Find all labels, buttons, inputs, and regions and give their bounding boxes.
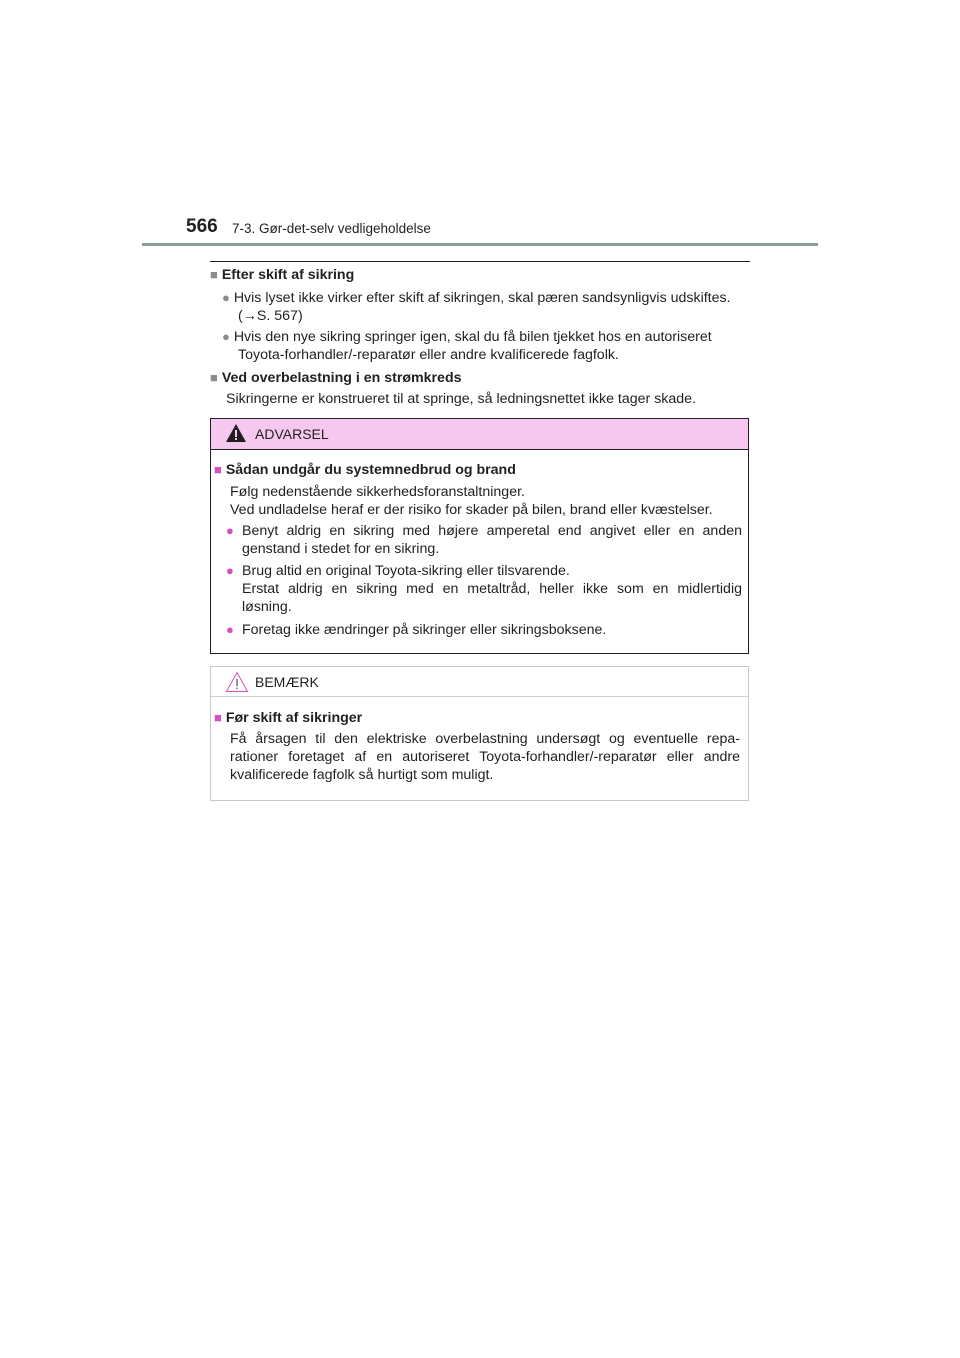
heading-text: Før skift af sikringer: [225, 710, 363, 726]
section-title: 7-3. Gør-det-selv vedligeholdelse: [232, 221, 431, 236]
list-item: [222, 328, 712, 346]
warning-item-text: Foretag ikke ændringer på sikringer eller sikringsboksene.: [242, 622, 607, 638]
list-item-continuation: Toyota-forhandler/-reparatør eller andre kvalificerede fagfolk.: [238, 347, 619, 363]
warning-item-text: Benyt aldrig en sikring med højere amperetal end angivet eller en anden: [242, 523, 742, 539]
warning-header: [211, 419, 748, 450]
heading-text: Ved overbelastning i en strømkreds: [221, 370, 462, 386]
list-item-text: Hvis den nye sikring springer igen, skal du få bilen tjekket hos en autoriseret: [233, 329, 712, 345]
dot-bullet-icon: ●: [226, 563, 234, 578]
warning-label: ADVARSEL: [255, 426, 329, 442]
warning-item-bullet: [226, 522, 234, 540]
warning-item-text: Brug altid en original Toyota-sikring eller tilsvarende.: [242, 563, 570, 579]
notice-body-line: Få årsagen til den elektriske overbelastning undersøgt og eventuelle repa-: [230, 731, 740, 747]
notice-header: [211, 667, 748, 697]
notice-label: BEMÆRK: [255, 674, 319, 690]
heading-text: Efter skift af sikring: [221, 267, 355, 283]
warning-triangle-icon: [225, 423, 247, 443]
square-bullet-icon: ■: [210, 267, 218, 282]
warning-item-continuation: løsning.: [242, 599, 292, 615]
page-ref-link[interactable]: S. 567): [256, 308, 303, 324]
warning-item-bullet: [226, 621, 234, 639]
notice-body-line: kvalificerede fagfolk så hurtigt som muligt.: [230, 767, 494, 783]
list-item: [222, 289, 731, 307]
notice-triangle-icon: [225, 671, 249, 693]
warning-intro-line: Ved undladelse heraf er der risiko for skader på bilen, brand eller kvæstelser.: [230, 502, 713, 518]
dot-bullet-icon: ●: [222, 290, 230, 305]
content-divider: [210, 261, 750, 262]
arrow-icon: →: [242, 308, 257, 324]
ref-open-paren: (: [238, 308, 243, 324]
square-bullet-icon: ■: [214, 462, 222, 477]
dot-bullet-icon: ●: [226, 523, 234, 538]
square-bullet-icon: ■: [214, 710, 222, 725]
page-number: 566: [186, 216, 218, 237]
warning-item-continuation: genstand i stedet for en sikring.: [242, 541, 440, 557]
dot-bullet-icon: ●: [222, 329, 230, 344]
heading-text: Sådan undgår du systemnedbrud og brand: [225, 462, 516, 478]
section-heading-fuse-change: [210, 266, 354, 284]
warning-heading: [214, 461, 516, 479]
dot-bullet-icon: ●: [226, 622, 234, 637]
page-reference: [238, 307, 303, 325]
warning-item-continuation: Erstat aldrig en sikring med en metaltråd, heller ikke som en midlertidig: [242, 581, 742, 597]
section-heading-overload: [210, 369, 462, 387]
notice-heading: [214, 709, 362, 727]
notice-body-line: rationer foretaget af en autoriseret Toyota-forhandler/-reparatør eller andre: [230, 749, 740, 765]
warning-intro-line: Følg nedenstående sikkerhedsforanstaltninger.: [230, 484, 525, 500]
warning-item-bullet: [226, 562, 234, 580]
header-divider: [142, 243, 818, 246]
list-item-text: Hvis lyset ikke virker efter skift af sikringen, skal pæren sandsynligvis udskiftes.: [233, 290, 731, 306]
square-bullet-icon: ■: [210, 370, 218, 385]
body-text: Sikringerne er konstrueret til at springe, så ledningsnettet ikke tager skade.: [226, 391, 697, 407]
